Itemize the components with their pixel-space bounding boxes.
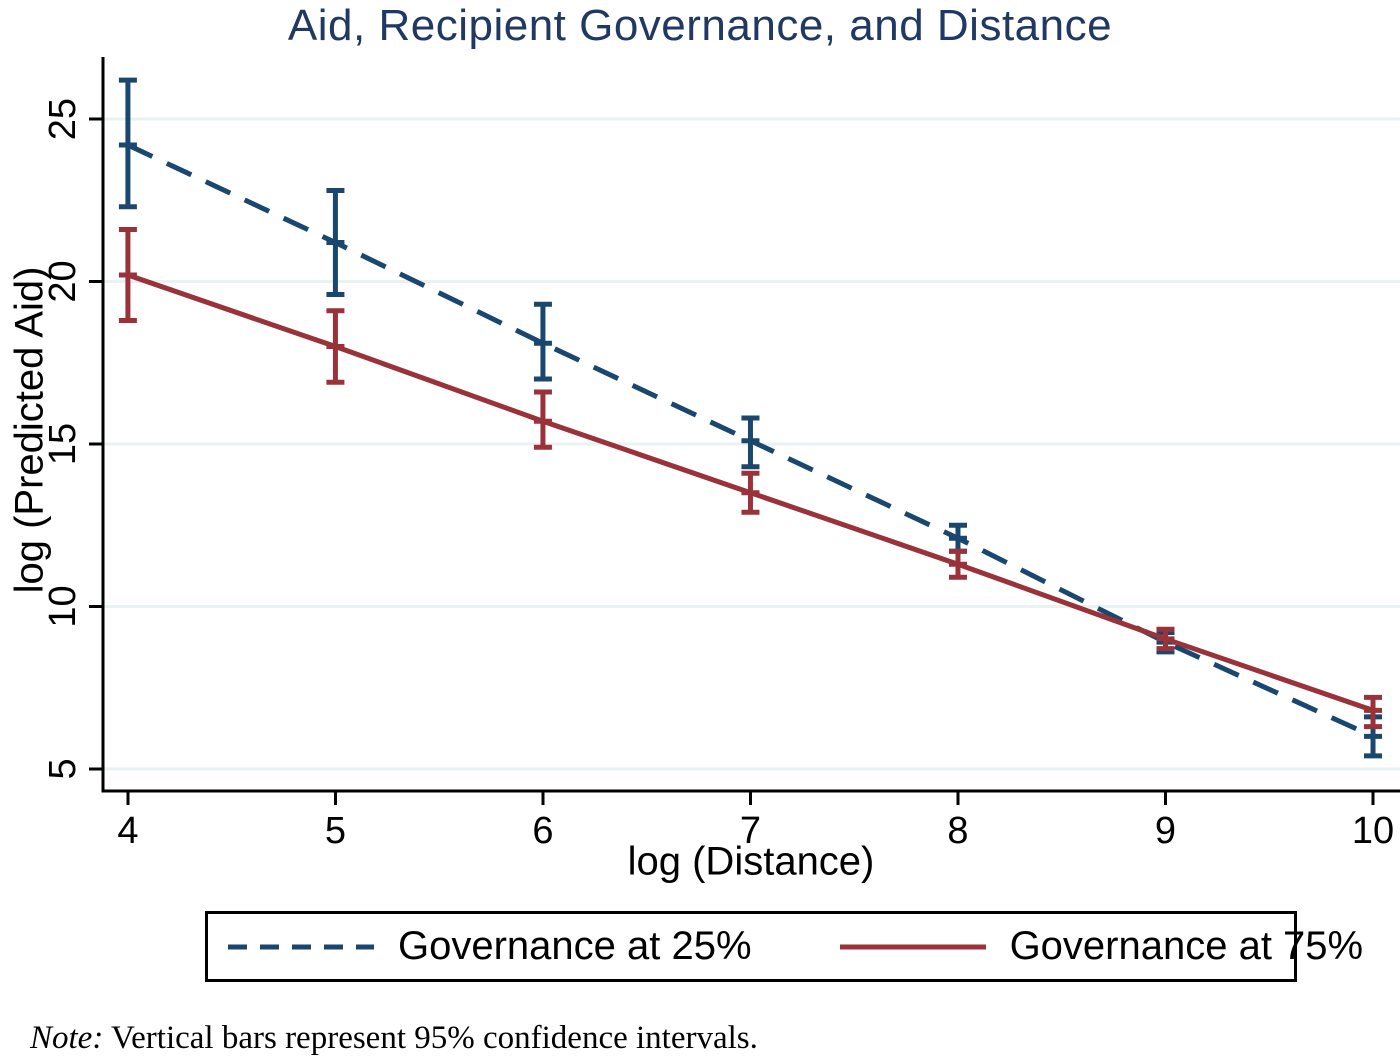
note bbox=[30, 1020, 758, 1057]
note-prefix: Note: bbox=[30, 1020, 104, 1056]
y-tick-label-25: 25 bbox=[42, 97, 85, 141]
x-tick-label-9: 9 bbox=[1154, 810, 1177, 852]
x-tick-label-5: 5 bbox=[324, 810, 346, 852]
y-axis-label: log (Predicted Aid) bbox=[7, 266, 52, 594]
x-tick-label-8: 8 bbox=[947, 810, 969, 852]
legend-label-governance-25: Governance at 25% bbox=[398, 924, 752, 968]
x-tick-label-10: 10 bbox=[1351, 810, 1395, 852]
legend-line-solid-icon bbox=[838, 942, 988, 952]
x-axis-label: log (Distance) bbox=[627, 839, 875, 884]
legend-entry-governance-25 bbox=[226, 924, 752, 969]
error-bar-x4 bbox=[119, 80, 137, 207]
legend bbox=[205, 911, 1364, 982]
legend-line-dashed-icon bbox=[226, 942, 376, 952]
series-governance-25 bbox=[119, 80, 1382, 756]
x-tick-label-4: 4 bbox=[117, 810, 139, 852]
y-tick-label-15: 15 bbox=[42, 422, 85, 466]
axes bbox=[89, 57, 1400, 805]
x-tick-label-6: 6 bbox=[532, 810, 554, 852]
note-body: Vertical bars represent 95% confidence intervals. bbox=[110, 1020, 758, 1056]
legend-label-governance-75: Governance at 75% bbox=[1009, 924, 1364, 968]
x-tick-label-7: 7 bbox=[739, 810, 762, 852]
y-tick-label-5: 5 bbox=[42, 758, 85, 780]
error-bar-x10 bbox=[1364, 697, 1382, 726]
legend-entry-governance-75 bbox=[838, 924, 1364, 969]
trend-line-governance-75 bbox=[128, 275, 1373, 710]
chart-title: Aid, Recipient Governance, and Distance bbox=[287, 1, 1113, 50]
y-tick-label-20: 20 bbox=[42, 260, 85, 303]
y-tick-label-10: 10 bbox=[42, 585, 85, 628]
